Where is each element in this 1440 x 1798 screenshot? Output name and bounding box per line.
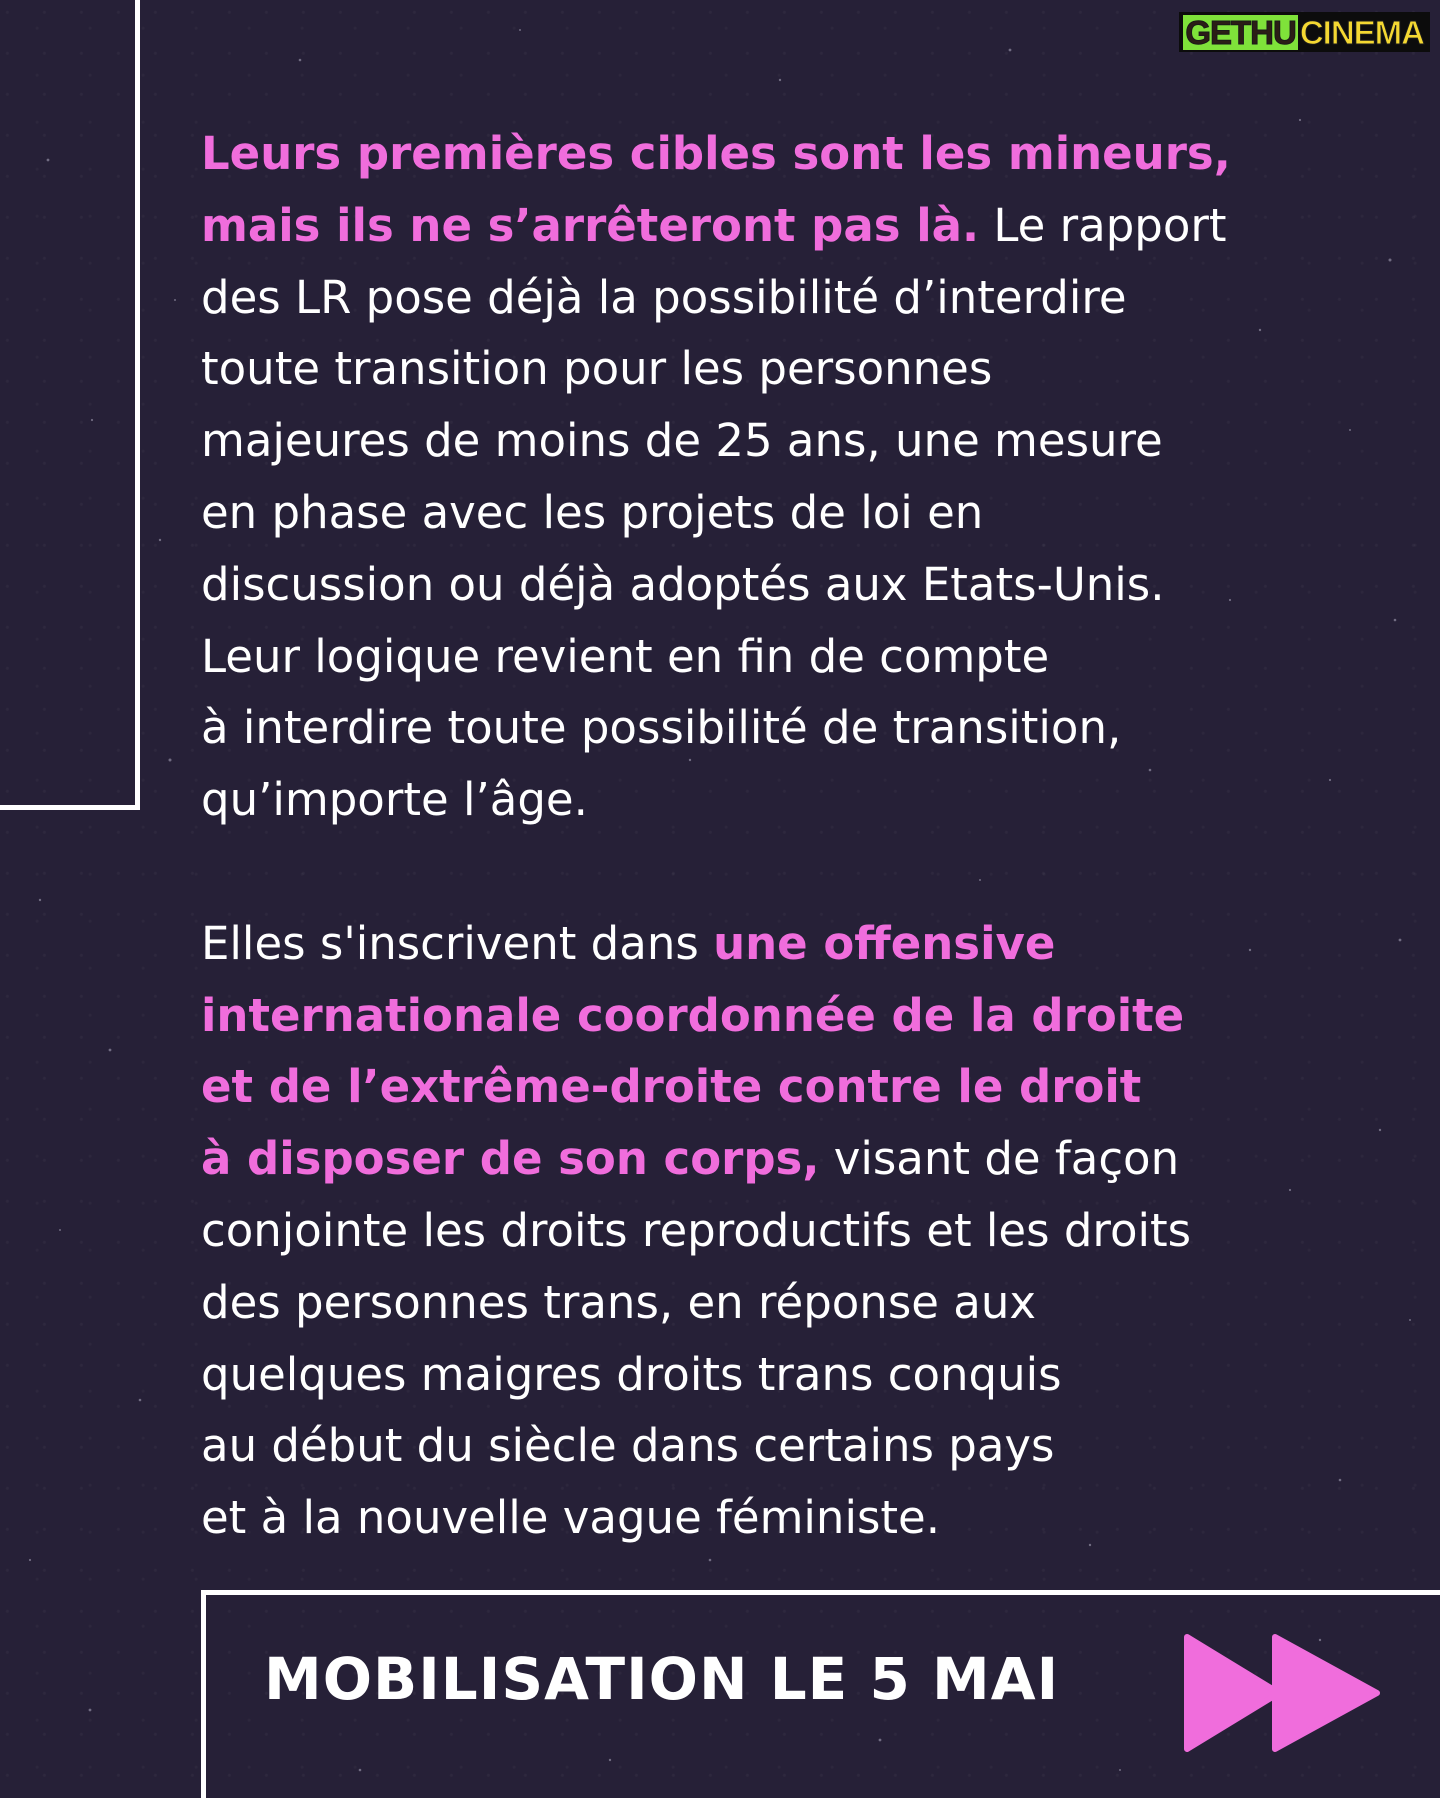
p2-line-6: des personnes trans, en réponse aux xyxy=(201,1275,1036,1329)
left-frame-line xyxy=(0,0,140,810)
logo-part-gethu: GETHU xyxy=(1185,13,1296,51)
p1-line-2 xyxy=(201,190,1351,262)
p1-line-2-rest: Le rapport xyxy=(979,198,1227,252)
p2-line-7: quelques maigres droits trans conquis xyxy=(201,1347,1062,1401)
paragraph-2 xyxy=(201,908,1351,1554)
p1-line-7: discussion ou déjà adoptés aux Etats-Unis. xyxy=(201,557,1165,611)
p2-line-8: au début du siècle dans certains pays xyxy=(201,1419,1055,1473)
p2-line-1 xyxy=(201,908,1351,980)
p1-line-6: en phase avec les projets de loi en xyxy=(201,485,984,539)
p1-line-2-highlight: mais ils ne s’arrêteront pas là. xyxy=(201,198,980,252)
p2-line-3-highlight: et de l’extrême-droite contre le droit xyxy=(201,1060,1142,1114)
p2-line-5: conjointe les droits reproductifs et les droits xyxy=(201,1203,1192,1257)
p2-line-2-highlight: internationale coordonnée de la droite xyxy=(201,988,1185,1042)
fast-forward-icon xyxy=(1183,1633,1383,1753)
p1-line-9: à interdire toute possibilité de transition, xyxy=(201,701,1122,755)
p2-line-1-highlight: une offensive xyxy=(713,916,1056,970)
p1-line-10: qu’importe l’âge. xyxy=(201,773,588,827)
p2-line-9: et à la nouvelle vague féministe. xyxy=(201,1491,941,1545)
cta-label: MOBILISATION LE 5 MAI xyxy=(264,1645,1060,1713)
main-text xyxy=(201,118,1351,1554)
gethu-cinema-logo xyxy=(1179,12,1430,52)
p2-line-1-plain: Elles s'inscrivent dans xyxy=(201,916,714,970)
logo-part-cinema: CINEMA xyxy=(1299,13,1424,51)
p1-line-1-highlight: Leurs premières cibles sont les mineurs, xyxy=(201,127,1231,180)
p1-line-4: toute transition pour les personnes xyxy=(201,342,993,396)
p1-line-8: Leur logique revient en fin de compte xyxy=(201,629,1050,683)
p2-line-4-rest: visant de façon xyxy=(819,1132,1180,1186)
p2-line-4 xyxy=(201,1123,1351,1195)
p1-line-5: majeures de moins de 25 ans, une mesure xyxy=(201,414,1163,468)
p2-line-4-highlight: à disposer de son corps, xyxy=(201,1132,820,1186)
p1-line-3: des LR pose déjà la possibilité d’interdire xyxy=(201,270,1127,324)
paragraph-1 xyxy=(201,118,1351,836)
